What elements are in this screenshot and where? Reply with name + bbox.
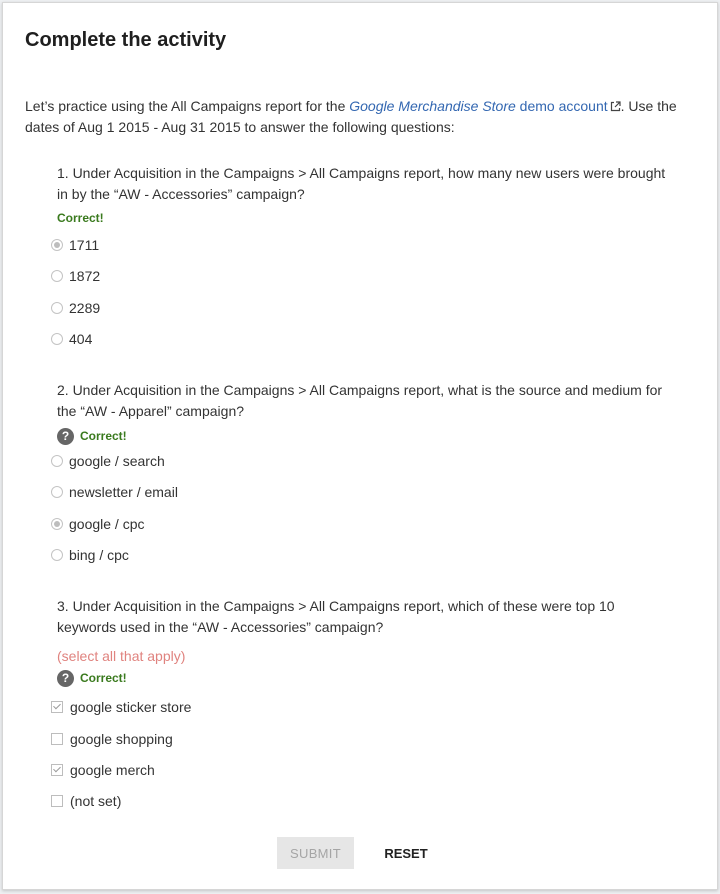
q1-option-2289[interactable]: 2289 (51, 300, 100, 316)
checkbox[interactable] (51, 701, 63, 713)
reset-button[interactable]: RESET (375, 837, 437, 869)
question-3-feedback: ? Correct! (57, 667, 677, 689)
q3-option-google-merch[interactable]: google merch (51, 762, 155, 778)
question-3-text: 3. Under Acquisition in the Campaigns > All Campaigns report, which of these were top 10 keywords used in the “AW - Accessories” campaign? (57, 598, 615, 635)
radio-button[interactable] (51, 455, 63, 467)
radio-button[interactable] (51, 302, 63, 314)
q3-option-not-set[interactable]: (not set) (51, 793, 121, 809)
radio-button[interactable] (51, 486, 63, 498)
intro-text (25, 96, 690, 137)
q2-option-google-search[interactable]: google / search (51, 453, 165, 469)
checkbox[interactable] (51, 733, 63, 745)
submit-button[interactable]: SUBMIT (277, 837, 354, 869)
help-icon[interactable]: ? (57, 428, 74, 445)
q2-option-newsletter-email[interactable]: newsletter / email (51, 484, 178, 500)
q1-option-1872[interactable]: 1872 (51, 268, 100, 284)
activity-card (2, 2, 718, 890)
q1-option-404[interactable]: 404 (51, 331, 92, 347)
q2-option-google-cpc[interactable]: google / cpc (51, 516, 145, 532)
demo-account-link[interactable]: Google Merchandise Store demo account (349, 98, 620, 114)
checkbox[interactable] (51, 764, 63, 776)
q1-option-1711[interactable]: 1711 (51, 237, 99, 253)
radio-button[interactable] (51, 549, 63, 561)
radio-button[interactable] (51, 518, 63, 530)
select-all-hint: (select all that apply) (57, 648, 186, 664)
question-1-text: 1. Under Acquisition in the Campaigns > All Campaigns report, how many new users were brought in by the “AW - Accessories” campaign? (57, 165, 666, 202)
radio-button[interactable] (51, 270, 63, 282)
question-2-feedback: ? Correct! (57, 425, 677, 447)
question-1 (57, 163, 677, 347)
question-1-feedback: Correct! (57, 211, 104, 225)
question-2-text: 2. Under Acquisition in the Campaigns > All Campaigns report, what is the source and medium for the “AW - Apparel” campaign? (57, 382, 663, 419)
checkbox[interactable] (51, 795, 63, 807)
external-link-icon (610, 97, 621, 117)
q3-option-google-sticker-store[interactable]: google sticker store (51, 699, 191, 715)
q2-option-bing-cpc[interactable]: bing / cpc (51, 547, 129, 563)
help-icon[interactable]: ? (57, 670, 74, 687)
question-2 (57, 380, 677, 563)
intro-after: . Use the dates of Aug 1 2015 - Aug 31 2015 to answer the following questions: (25, 98, 677, 135)
q3-option-google-shopping[interactable]: google shopping (51, 731, 173, 747)
radio-button[interactable] (51, 333, 63, 345)
question-3 (57, 596, 677, 809)
activity-title: Complete the activity (25, 29, 227, 51)
intro-before: Let’s practice using the All Campaigns report for the (25, 98, 350, 114)
radio-button[interactable] (51, 239, 63, 251)
